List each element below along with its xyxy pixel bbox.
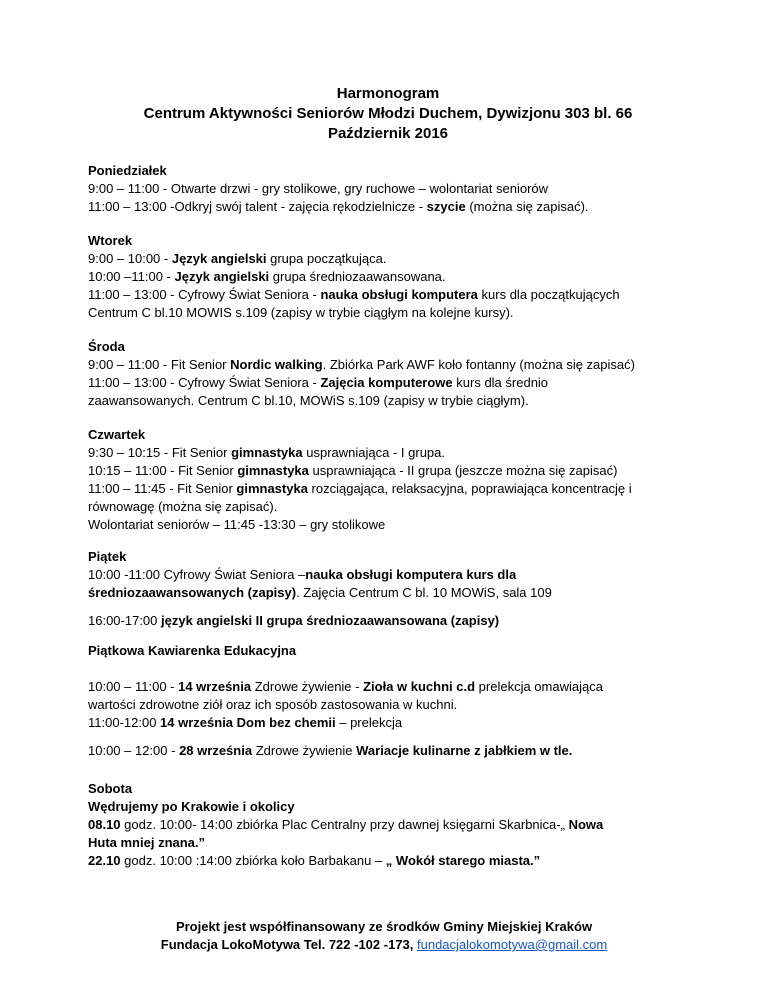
wednesday-line-2	[88, 374, 688, 392]
tuesday-line-1	[88, 250, 688, 268]
thursday-line-1	[88, 444, 688, 462]
thursday-line-5: Wolontariat seniorów – 11:45 -13:30 – gry stolikowe	[88, 517, 386, 532]
text: 11:00-12:00	[88, 715, 161, 730]
thursday-line-2	[88, 462, 688, 480]
bold-text: Zajęcia komputerowe	[320, 375, 453, 390]
text: 11:00 – 13:00 - Cyfrowy Świat Seniora -	[88, 375, 321, 390]
tuesday-line-3	[88, 286, 688, 304]
text: grupa średniozaawansowana.	[269, 269, 446, 284]
bold-text: 22.10	[88, 853, 121, 868]
thursday-heading: Czwartek	[88, 427, 146, 442]
wednesday-line-3: zaawansowanych. Centrum C bl.10, MOWiS s.109 (zapisy w trybie ciągłym).	[88, 393, 529, 408]
thursday-line-4: równowagę (można się zapisać).	[88, 499, 278, 514]
wednesday-heading: Środa	[88, 339, 125, 354]
cafe-line-4	[88, 742, 688, 760]
text: 10:00 -11:00 Cyfrowy Świat Seniora –	[88, 567, 306, 582]
friday-section	[88, 548, 688, 602]
tuesday-line-4: Centrum C bl.10 MOWIS s.109 (zapisy w trybie ciągłym na kolejne kursy).	[88, 305, 514, 320]
tuesday-heading: Wtorek	[88, 233, 133, 248]
bold-text: „ Wokół starego miasta.”	[385, 853, 541, 868]
cafe-line-2: wartości zdrowotne ziół oraz ich sposób zastosowania w kuchni.	[88, 697, 458, 712]
cafe-line-3	[88, 714, 688, 732]
bold-text: nauka obsługi komputera	[320, 287, 478, 302]
thursday-section	[88, 426, 688, 534]
bold-text: Wariacje kulinarne z jabłkiem w tle.	[356, 743, 573, 758]
bold-text: Język angielski	[174, 269, 270, 284]
bold-text: gimnastyka	[231, 445, 303, 460]
text: (można się zapisać).	[465, 199, 589, 214]
email-link[interactable]: fundacjalokomotywa@gmail.com	[417, 937, 608, 952]
bold-text: średniozaawansowanych (zapisy)	[88, 585, 297, 600]
saturday-line-1	[88, 816, 688, 834]
text: Zdrowe żywienie	[252, 743, 357, 758]
monday-section	[88, 162, 688, 216]
text: 16:00-17:00	[88, 613, 162, 628]
text: grupa początkująca.	[266, 251, 387, 266]
document-footer	[0, 918, 768, 954]
bold-text: gimnastyka	[236, 481, 308, 496]
bold-text: 08.10	[88, 817, 121, 832]
friday-line-2	[88, 584, 688, 602]
text: . Zajęcia Centrum C bl. 10 MOWiS, sala 109	[296, 585, 552, 600]
saturday-heading: Sobota	[88, 781, 133, 796]
text: . Zbiórka Park AWF koło fontanny (można się zapisać)	[322, 357, 635, 372]
text: 10:00 – 12:00 -	[88, 743, 180, 758]
friday-line-3	[88, 612, 688, 630]
text: 10:00 –11:00 -	[88, 269, 175, 284]
footer-line-2	[0, 936, 768, 954]
bold-text: 14 września	[178, 679, 252, 694]
text: kurs dla średnio	[452, 375, 549, 390]
bold-text: Język angielski	[171, 251, 267, 266]
bold-text: Nordic walking	[230, 357, 323, 372]
text: usprawniająca - II grupa (jeszcze można się zapisać)	[308, 463, 618, 478]
doc-month: Październik 2016	[327, 125, 449, 142]
tuesday-section	[88, 232, 688, 322]
text: – prelekcja	[335, 715, 403, 730]
saturday-subtitle: Wędrujemy po Krakowie i okolicy	[88, 799, 295, 814]
saturday-line-2: Huta mniej znana.”	[88, 835, 206, 850]
bold-text: 28 września	[179, 743, 253, 758]
text: godz. 10:00 :14:00 zbiórka koło Barbakanu –	[120, 853, 386, 868]
text: usprawniająca - I grupa.	[302, 445, 445, 460]
text: Zdrowe żywienie -	[251, 679, 364, 694]
cafe-apple-section	[88, 742, 688, 760]
text: 9:00 – 10:00 -	[88, 251, 172, 266]
wednesday-line-1	[88, 356, 688, 374]
wednesday-section	[88, 338, 688, 410]
friday-heading: Piątek	[88, 549, 127, 564]
bold-text: szycie	[426, 199, 466, 214]
cafe-line-1	[88, 678, 688, 696]
text: rozciągająca, relaksacyjna, poprawiająca koncentrację i	[307, 481, 632, 496]
text: kurs dla początkujących	[477, 287, 620, 302]
text: Fundacja LokoMotywa Tel. 722 -102 -173,	[160, 937, 417, 952]
text: 10:15 – 11:00 - Fit Senior	[88, 463, 238, 478]
cafe-heading: Piątkowa Kawiarenka Edukacyjna	[88, 643, 297, 658]
bold-text: Zioła w kuchni c.d	[363, 679, 476, 694]
cafe-section	[88, 678, 688, 732]
monday-line-1: 9:00 – 11:00 - Otwarte drzwi - gry stolikowe, gry ruchowe – wolontariat seniorów	[88, 181, 549, 196]
text: 11:00 – 13:00 - Cyfrowy Świat Seniora -	[88, 287, 321, 302]
cafe-title-section	[88, 642, 688, 660]
document-header	[88, 84, 688, 144]
tuesday-line-2	[88, 268, 688, 286]
bold-text: 14 września Dom bez chemii	[160, 715, 336, 730]
thursday-line-3	[88, 480, 688, 498]
text: 11:00 – 13:00 -Odkryj swój talent - zajęcia rękodzielnicze -	[88, 199, 427, 214]
doc-subtitle: Centrum Aktywności Seniorów Młodzi Duchem, Dywizjonu 303 bl. 66	[143, 105, 633, 122]
friday-english	[88, 612, 688, 630]
monday-heading: Poniedziałek	[88, 163, 167, 178]
saturday-line-3	[88, 852, 688, 870]
text: 10:00 – 11:00 -	[88, 679, 179, 694]
text: 11:00 – 11:45 - Fit Senior	[88, 481, 237, 496]
bold-text: język angielski II grupa średniozaawansowana (zapisy)	[161, 613, 500, 628]
friday-line-1	[88, 566, 688, 584]
saturday-section	[88, 780, 688, 870]
text: 9:30 – 10:15 - Fit Senior	[88, 445, 232, 460]
text: prelekcja omawiająca	[475, 679, 603, 694]
text: godz. 10:00- 14:00 zbiórka Plac Centralny przy dawnej księgarni Skarbnica-„	[120, 817, 569, 832]
bold-text: nauka obsługi komputera kurs dla	[305, 567, 517, 582]
bold-text: Nowa	[568, 817, 604, 832]
monday-line-2	[88, 198, 688, 216]
bold-text: gimnastyka	[237, 463, 309, 478]
footer-line-1: Projekt jest współfinansowany ze środków Gminy Miejskiej Kraków	[175, 919, 593, 934]
doc-title: Harmonogram	[336, 85, 440, 102]
text: 9:00 – 11:00 - Fit Senior	[88, 357, 231, 372]
